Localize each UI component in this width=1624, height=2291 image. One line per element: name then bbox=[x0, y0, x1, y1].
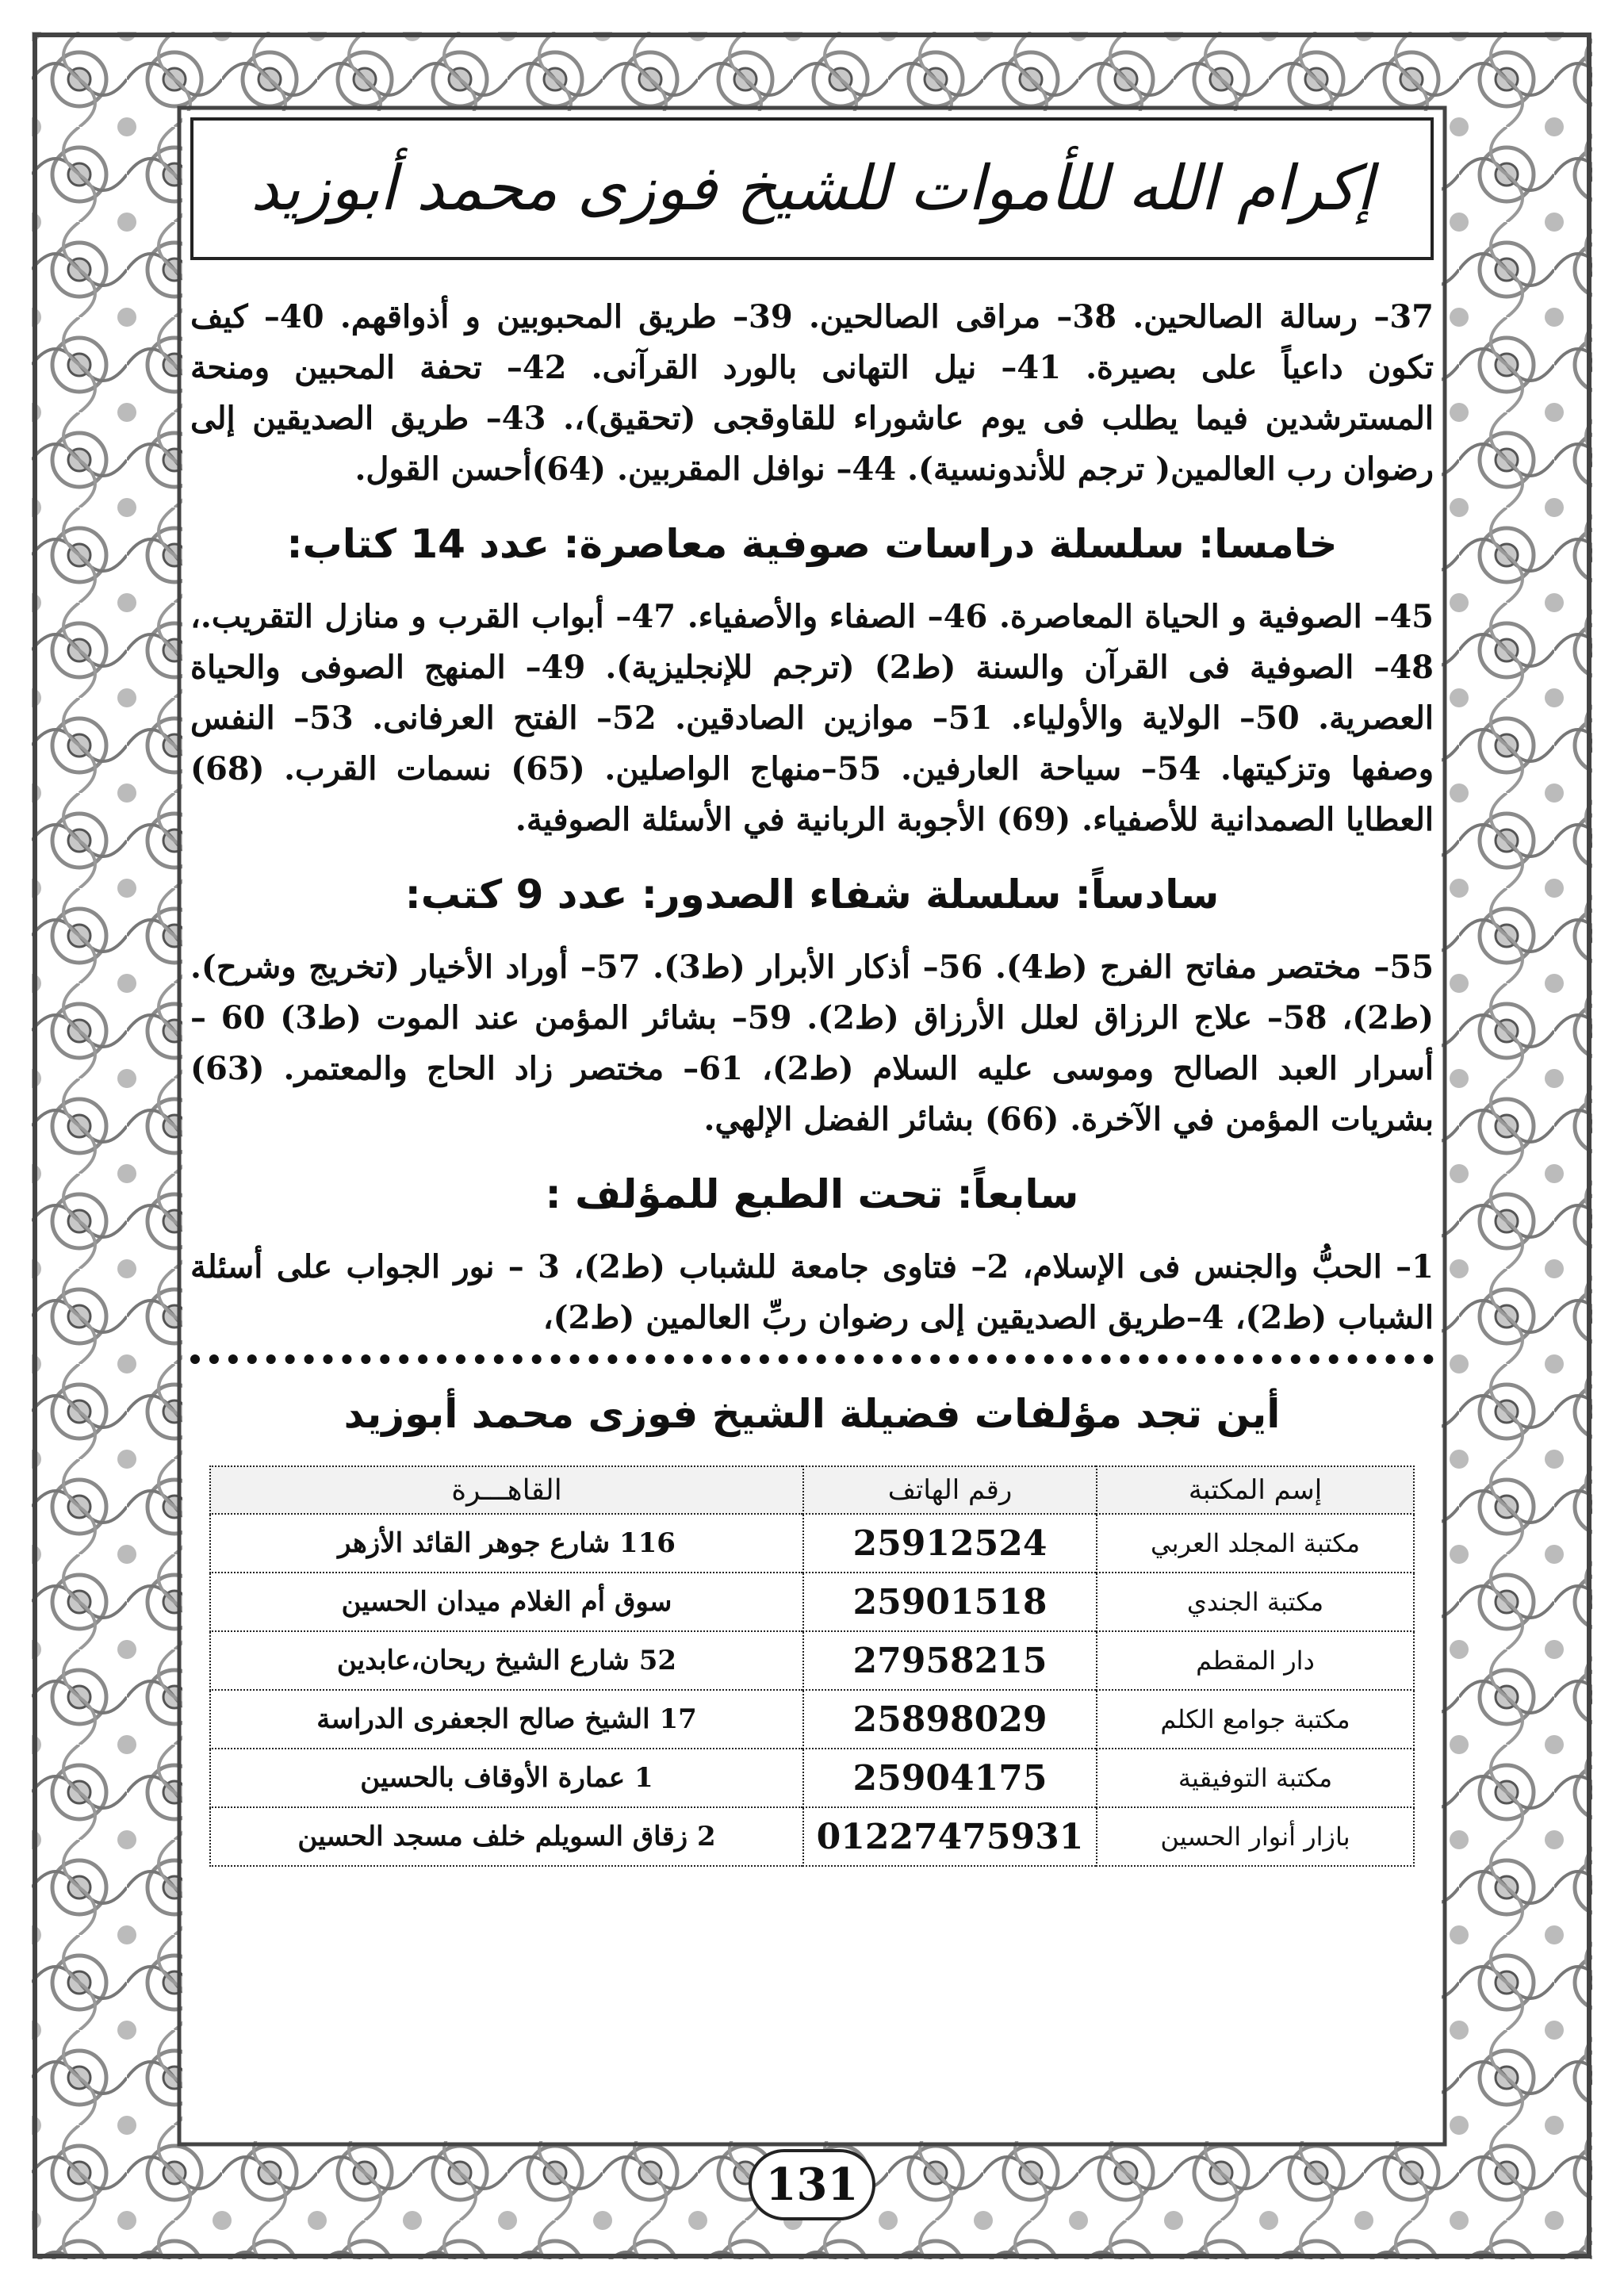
section-0-text: 37– رسالة الصالحين. 38– مراقى الصالحين. 39– طريق المحبوبين و أذواقهم. 40– كيف تكون داعياً على بصيرة. 41– نيل التهانى بالورد القرآنى. 42– تحفة المحبين ومنحة المسترشدين فيما يطلب فى يوم عاشوراء للقاوقجى (تحقيق)،. 43– طريق الصديقين إلى رضوان رب العالمين( ترجم للأندونسية). 44– نوافل المقربين. (64)أحسن القول. bbox=[190, 298, 1434, 488]
section-2-heading: سادساً: سلسلة شفاء الصدور: عدد 9 كتب: bbox=[404, 872, 1220, 918]
table-row bbox=[210, 1514, 1414, 1573]
library-phone: 25912524 bbox=[803, 1514, 1097, 1573]
header-name: إسم المكتبة bbox=[1097, 1466, 1414, 1514]
page-number: 131 bbox=[765, 2159, 859, 2211]
library-phone: 25898029 bbox=[803, 1690, 1097, 1749]
page-title: إكرام الله للأموات للشيخ فوزى محمد أبوزيد bbox=[251, 153, 1373, 224]
library-address: 17 الشيخ صالح الجعفرى الدراسة bbox=[210, 1690, 803, 1749]
library-name: مكتبة الجندي bbox=[1097, 1573, 1414, 1631]
section-3-text: 1– الحبُّ والجنس فى الإسلام، 2– فتاوى جامعة للشباب (ط2)، 3 – نور الجواب على أسئلة الشباب (ط2)، 4–طريق الصديقين إلى رضوان ربِّ العالمين (ط2)، bbox=[190, 1248, 1434, 1336]
library-name: دار المقطم bbox=[1097, 1631, 1414, 1690]
title-banner bbox=[190, 117, 1434, 260]
library-phone: 01227475931 bbox=[803, 1807, 1097, 1866]
library-phone: 25904175 bbox=[803, 1749, 1097, 1807]
library-address: 116 شارع جوهر القائد الأزهر bbox=[210, 1514, 803, 1573]
libraries-table bbox=[209, 1465, 1415, 1867]
library-phone: 25901518 bbox=[803, 1573, 1097, 1631]
table-row bbox=[210, 1807, 1414, 1866]
library-name: مكتبة المجلد العربي bbox=[1097, 1514, 1414, 1573]
table-row bbox=[210, 1690, 1414, 1749]
dotted-divider bbox=[190, 1354, 1434, 1364]
library-name: مكتبة التوفيقية bbox=[1097, 1749, 1414, 1807]
library-phone: 27958215 bbox=[803, 1631, 1097, 1690]
section-1-heading: خامسا: سلسلة دراسات صوفية معاصرة: عدد 14 كتاب: bbox=[286, 521, 1338, 567]
library-address: 52 شارع الشيخ ريحان،عابدين bbox=[210, 1631, 803, 1690]
library-address: 2 زقاق السويلم خلف مسجد الحسين bbox=[210, 1807, 803, 1866]
table-row bbox=[210, 1631, 1414, 1690]
main-content bbox=[190, 292, 1434, 1867]
page-number-badge bbox=[749, 2149, 875, 2220]
library-name: مكتبة جوامع الكلم bbox=[1097, 1690, 1414, 1749]
where-heading: أين تجد مؤلفات فضيلة الشيخ فوزى محمد أبوزيد bbox=[343, 1391, 1281, 1437]
section-2-text: 55– مختصر مفاتح الفرج (ط4). 56– أذكار الأبرار (ط3). 57– أوراد الأخيار (تخريج وشرح). (ط2)، 58– علاج الرزاق لعلل الأرزاق (ط2). 59– بشائر المؤمن عند الموت (ط3) 60 – أسرار العبد الصالح وموسى عليه السلام (ط2)، 61– مختصر زاد الحاج والمعتمر. (63) بشريات المؤمن في الآخرة. (66) بشائر الفضل الإلهي. bbox=[190, 948, 1434, 1138]
section-1-text: 45– الصوفية و الحياة المعاصرة. 46– الصفاء والأصفياء. 47– أبواب القرب و منازل التقريب.، 48– الصوفية فى القرآن والسنة (ط2) (ترجم للإنجليزية). 49– المنهج الصوفى والحياة العصرية. 50– الولاية والأولياء. 51– موازين الصادقين. 52– الفتح العرفانى. 53– النفس وصفها وتزكيتها. 54– سياحة العارفين. 55–منهاج الواصلين. (65) نسمات القرب. (68) العطايا الصمدانية للأصفياء. (69) الأجوبة الربانية في الأسئلة الصوفية. bbox=[190, 598, 1434, 838]
library-address: سوق أم الغلام ميدان الحسين bbox=[210, 1573, 803, 1631]
table-row bbox=[210, 1573, 1414, 1631]
header-phone: رقم الهاتف bbox=[803, 1466, 1097, 1514]
section-3-heading: سابعاً: تحت الطبع للمؤلف : bbox=[545, 1171, 1079, 1217]
table-row bbox=[210, 1749, 1414, 1807]
library-address: 1 عمارة الأوقاف بالحسين bbox=[210, 1749, 803, 1807]
library-name: بازار أنوار الحسين bbox=[1097, 1807, 1414, 1866]
header-address: القاهـــرة bbox=[210, 1466, 803, 1514]
table-header-row bbox=[210, 1466, 1414, 1514]
